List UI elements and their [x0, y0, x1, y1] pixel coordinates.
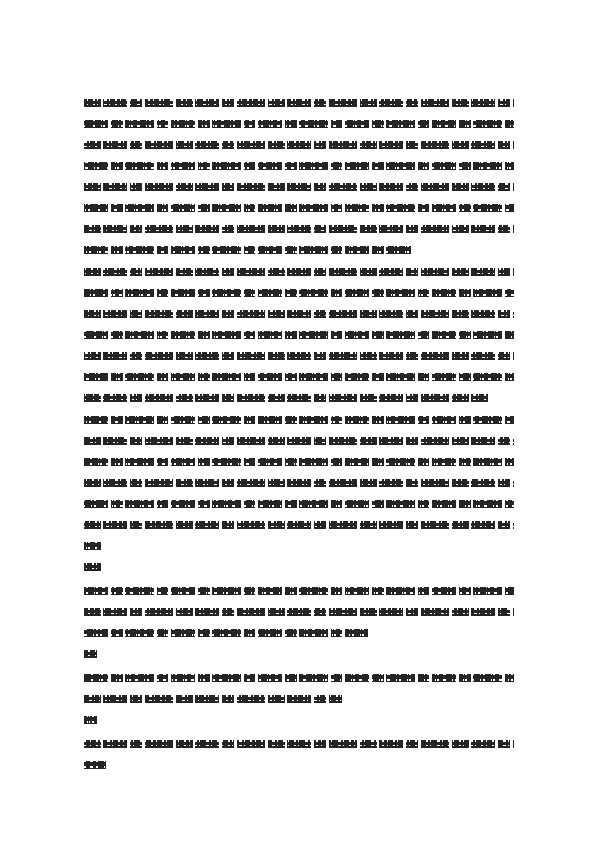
text-line	[84, 497, 514, 513]
paragraph	[84, 671, 514, 708]
text-line	[84, 737, 514, 753]
text-line	[84, 692, 514, 708]
text-line	[84, 180, 514, 196]
text-line	[84, 222, 514, 238]
illegible-text	[84, 674, 514, 682]
section-heading	[84, 713, 514, 727]
text-line	[84, 647, 514, 661]
text-line	[84, 117, 514, 133]
illegible-text	[84, 204, 514, 212]
illegible-text	[84, 479, 514, 487]
illegible-text	[84, 740, 514, 748]
text-line	[84, 138, 514, 154]
text-line	[84, 413, 514, 429]
text-line	[84, 455, 514, 471]
illegible-text	[84, 246, 411, 254]
illegible-text	[84, 373, 514, 381]
illegible-text	[84, 141, 514, 149]
text-line	[84, 159, 514, 175]
illegible-text	[84, 629, 368, 637]
illegible-text	[84, 183, 514, 191]
illegible-text	[84, 716, 97, 724]
illegible-text	[84, 225, 514, 233]
illegible-text	[84, 120, 514, 128]
text-line	[84, 476, 514, 492]
illegible-text	[84, 761, 106, 769]
illegible-text	[84, 289, 514, 297]
illegible-text	[84, 587, 514, 595]
text-line	[84, 560, 514, 574]
text-line	[84, 328, 514, 344]
section-heading	[84, 647, 514, 661]
text-line	[84, 626, 514, 642]
paragraph	[84, 737, 514, 774]
text-line	[84, 370, 514, 386]
text-line	[84, 434, 514, 450]
illegible-text	[84, 416, 514, 424]
illegible-text	[84, 695, 342, 703]
illegible-text	[84, 162, 514, 170]
illegible-text	[84, 310, 514, 318]
text-line	[84, 518, 514, 534]
text-line	[84, 96, 514, 112]
text-line	[84, 758, 514, 774]
illegible-text	[84, 331, 514, 339]
paragraph	[84, 265, 514, 407]
text-line	[84, 265, 514, 281]
paragraph	[84, 96, 514, 259]
paragraph	[84, 413, 514, 555]
text-line	[84, 584, 514, 600]
text-line	[84, 307, 514, 323]
illegible-text	[84, 608, 514, 616]
illegible-text	[84, 500, 514, 508]
document-body	[84, 96, 514, 779]
illegible-text	[84, 394, 488, 402]
illegible-text	[84, 437, 514, 445]
section-heading	[84, 560, 514, 574]
illegible-text	[84, 352, 514, 360]
text-line	[84, 201, 514, 217]
paragraph	[84, 584, 514, 642]
text-line	[84, 391, 514, 407]
text-line	[84, 243, 514, 259]
illegible-text	[84, 542, 101, 550]
illegible-text	[84, 99, 514, 107]
illegible-text	[84, 268, 514, 276]
text-line	[84, 539, 514, 555]
text-line	[84, 349, 514, 365]
illegible-text	[84, 650, 97, 658]
illegible-text	[84, 521, 514, 529]
text-line	[84, 286, 514, 302]
illegible-text	[84, 563, 101, 571]
text-line	[84, 605, 514, 621]
text-line	[84, 713, 514, 727]
text-line	[84, 671, 514, 687]
illegible-text	[84, 458, 514, 466]
